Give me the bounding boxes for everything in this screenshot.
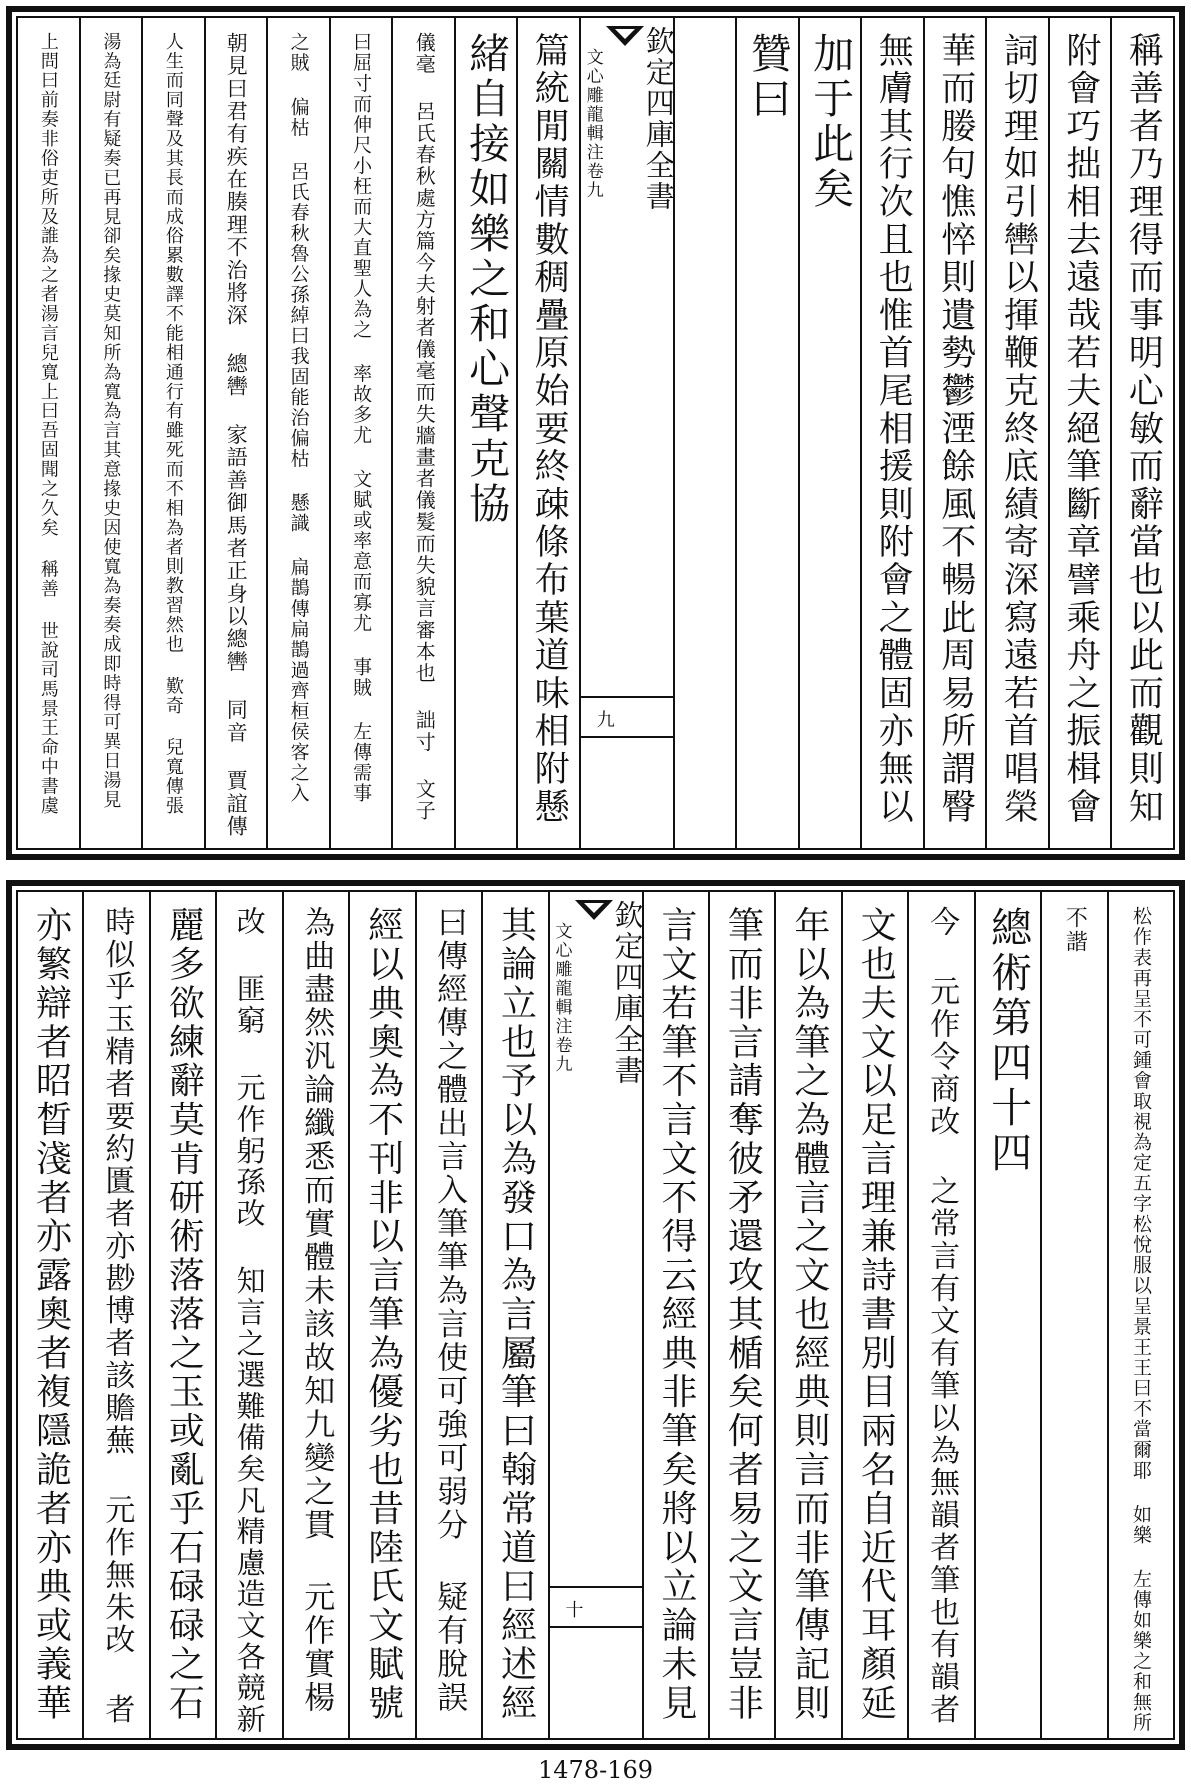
page-number: 1478-169 bbox=[538, 1756, 653, 1784]
text-column: 贊曰 bbox=[735, 18, 798, 848]
fish-tail-icon bbox=[606, 26, 644, 46]
annotation-column: 曰屈寸而伸尺小枉而大直聖人為之 率故多尤 文賦或率意而寡尤 事賊 左傳需事 bbox=[329, 18, 392, 848]
annotation-column: 湯為廷尉有疑奏已再見卻矣掾史莫知所為寬為言其意掾史因使寬為奏奏成即時得可異日湯見 bbox=[79, 18, 142, 848]
folio-number: 九 bbox=[593, 710, 615, 728]
divider bbox=[581, 696, 673, 698]
annotation-column: 人生而同聲及其長而成俗累數譯不能相通行有雖死而不相為者則教習然也 歎奇 兒寬傳張 bbox=[141, 18, 204, 848]
text-column: 改 匪窮 元作躬孫改 知言之選難備矣凡精慮造文各競新 bbox=[215, 892, 281, 1738]
text-column: 附會巧拙相去遠哉若夫絕筆斷章譬乘舟之振楫會 bbox=[1048, 18, 1111, 848]
text-column: 言文若筆不言文不得云經典非筆矣將以立論未見 bbox=[642, 892, 708, 1738]
top-page-frame bbox=[16, 16, 1175, 850]
divider bbox=[550, 1586, 642, 1588]
bottom-page-panel bbox=[6, 880, 1185, 1750]
text-column: 經以典奧為不刊非以言筆為優劣也昔陸氏文賦號 bbox=[348, 892, 414, 1738]
divider bbox=[550, 1626, 642, 1628]
chapter-subtitle: 文心雕龍輯注卷九 bbox=[551, 922, 572, 1074]
text-column: 亦繁辯者昭晳淺者亦露奧者複隱詭者亦典或義華 bbox=[30, 906, 72, 1723]
text-column: 時似乎玉精者要約匱者亦尠博者該贍蕪 元作無朱改 者 bbox=[82, 892, 148, 1738]
annotation-column: 松作表再呈不可鍾會取視為定五字松悅服以呈景王王曰不當爾耶 如樂 左傳如樂之和無所 bbox=[1107, 892, 1173, 1738]
text-column: 緒自接如樂之和心聲克協 bbox=[454, 18, 517, 848]
text-column: 其論立也予以為發口為言屬筆曰翰常道曰經述經 bbox=[481, 892, 547, 1738]
bottom-page-frame bbox=[16, 890, 1175, 1740]
top-page-panel bbox=[6, 6, 1185, 860]
text-column: 華而媵句憔悴則遺勢鬱湮餘風不暢此周易所謂臀 bbox=[923, 18, 986, 848]
annotation-column: 朝見曰君有疾在腠理不治將深 總轡 家語善御馬者正身以總轡 同音 賈誼傳 bbox=[204, 18, 267, 848]
text-column: 曰傳經傳之體出言入筆筆為言使可強可弱分 疑有脫誤 bbox=[415, 892, 481, 1738]
folio-number: 十 bbox=[562, 1600, 584, 1618]
center-band bbox=[579, 18, 676, 848]
center-band bbox=[548, 892, 645, 1738]
empty-column bbox=[673, 18, 736, 848]
text-column: 文也夫文以足言理兼詩書別目兩名自近代耳顏延 bbox=[841, 892, 907, 1738]
text-column: 麗多欲練辭莫肯研術落落之玉或亂乎石碌碌之石 bbox=[149, 892, 215, 1738]
text-column: 年以為筆之為體言之文也經典則言而非筆傳記則 bbox=[774, 892, 840, 1738]
annotation-column: 儀毫 呂氏春秋處方篇今夫射者儀毫而失牆畫者儀髮而失貌言審本也 詘寸 文子 bbox=[391, 18, 454, 848]
text-column: 無膚其行次且也惟首尾相援則附會之體固亦無以 bbox=[860, 18, 923, 848]
chapter-heading: 總術第四十四 bbox=[974, 892, 1040, 1738]
text-column: 稱善者乃理得而事明心敏而辭當也以此而觀則知 bbox=[1110, 18, 1173, 848]
text-column: 詞切理如引轡以揮鞭克終底績寄深寫遠若首唱榮 bbox=[985, 18, 1048, 848]
text-column: 今 元作令商改 之常言有文有筆以為無韻者筆也有韻者 bbox=[907, 892, 973, 1738]
divider bbox=[581, 736, 673, 738]
chapter-subtitle: 文心雕龍輯注卷九 bbox=[582, 48, 603, 200]
text-column: 加于此矣 bbox=[798, 18, 861, 848]
book-title: 欽定四庫全書 bbox=[641, 26, 676, 212]
annotation-column: 上問曰前奏非俗吏所及誰為之者湯言兒寬上曰吾固聞之久矣 稱善 世說司馬景王命中書虞 bbox=[37, 32, 59, 816]
text-column: 為曲盡然汎論纖悉而實體未該故知九變之貫 元作實楊 bbox=[282, 892, 348, 1738]
annotation-column: 不諧 bbox=[1040, 892, 1106, 1738]
text-column: 筆而非言請奪彼矛還攻其楯矣何者易之文言豈非 bbox=[708, 892, 774, 1738]
annotation-column: 之賊 偏枯 呂氏春秋魯公孫綽曰我固能治偏枯 懸識 扁鵲傳扁鵲過齊桓侯客之入 bbox=[266, 18, 329, 848]
book-title: 欽定四庫全書 bbox=[610, 900, 645, 1086]
fish-tail-icon bbox=[575, 900, 613, 920]
text-column: 篇統閒關情數稠疊原始要終疎條布葉道味相附懸 bbox=[516, 18, 579, 848]
